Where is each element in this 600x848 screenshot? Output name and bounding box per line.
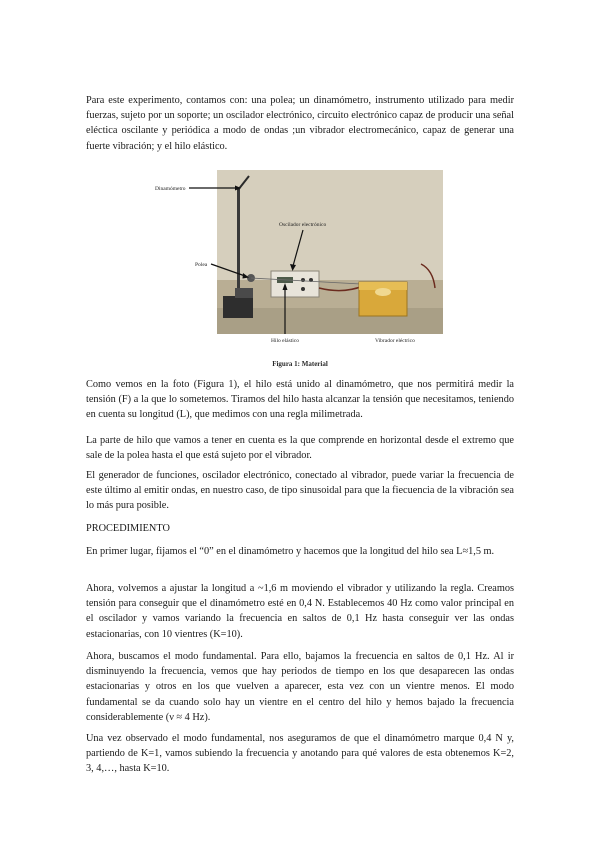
section-heading-procedimiento: PROCEDIMIENTO [86, 523, 170, 534]
paragraph-7: Una vez observado el modo fundamental, nos aseguramos de que el dinamómetro marque 0,4 N y, partiendo de K=1, vamos subiendo la frecuencia y anotando para qué valores de esta obtenemos K=2, 3, 4,…, hasta K=10. [86, 733, 514, 775]
figure-caption: Figura 1: Material [272, 360, 328, 368]
paragraph-4: En primer lugar, fijamos el “0” en el dinamómetro y hacemos que la longitud del hilo sea L≈1,5 m. [86, 546, 495, 557]
paragraph-5: Ahora, volvemos a ajustar la longitud a ~1,6 m moviendo el vibrador y utilizando la regla. Creamos tensión para conseguir que el dinamómetro esté en 0,4 N. Establecemos 40 Hz como valor principal en el oscilador y vamos variando la frecuencia en saltos de 0,1 Hz hasta conseguir ver las ondas estacionarias, con 10 vientres (K=10). [86, 583, 514, 640]
label-oscilador: Oscilador electrónico [279, 222, 327, 228]
paragraph-3: El generador de funciones, oscilador electrónico, conectado al vibrador, puede variar la frecuencia de este último al emitir ondas, en nuestro caso, de tipo sinusoidal para que la fiecuencia de la vibración sea lo más pura posible. [86, 470, 514, 512]
intro-paragraph: Para este experimento, contamos con: una polea; un dinamómetro, instrumento utilizado para medir fuerzas, sujeto por un soporte; un oscilador electrónico, circuito electrónico capaz de producir una señal eléctica oscilante y periódica a modo de ondas ;un vibrador electromecánico, capaz de generar una fuerte vibración; y el hilo elástico. [86, 95, 514, 152]
paragraph-1: Como vemos en la foto (Figura 1), el hilo está unido al dinamómetro, que nos permitirá medir la tensión (F) a la que lo sometemos. Tiramos del hilo hasta alcanzar la tensión que necesitamos, teniendo en cuenta su longitud (L), que medimos con una regla milimetrada. [86, 379, 514, 421]
label-dinamometro: Dinamómetro [155, 186, 186, 192]
label-vibrador: Vibrador eléctrico [375, 338, 415, 344]
paragraph-2: La parte de hilo que vamos a tener en cuenta es la que comprende en horizontal desde el extremo que sale de la polea hasta el que está sujeto por el vibrador. [86, 435, 514, 462]
label-polea: Polea [195, 262, 208, 268]
label-hilo: Hilo elástico [271, 338, 299, 344]
figure-material-photo [153, 168, 443, 354]
paragraph-6: Ahora, buscamos el modo fundamental. Para ello, bajamos la frecuencia en saltos de 0,1 Hz. Al ir disminuyendo la frecuencia, vemos que hay periodos de tiempo en los que desaparecen las ondas estacionarias y otros en los que vuelven a aparecer, esta vez con un vientre menos. El modo fundamental se da cuando solo hay un vientre en el centro del hilo y hemos bajado la frecuencia considerablemente (ν ≈ 4 Hz). [86, 651, 514, 723]
